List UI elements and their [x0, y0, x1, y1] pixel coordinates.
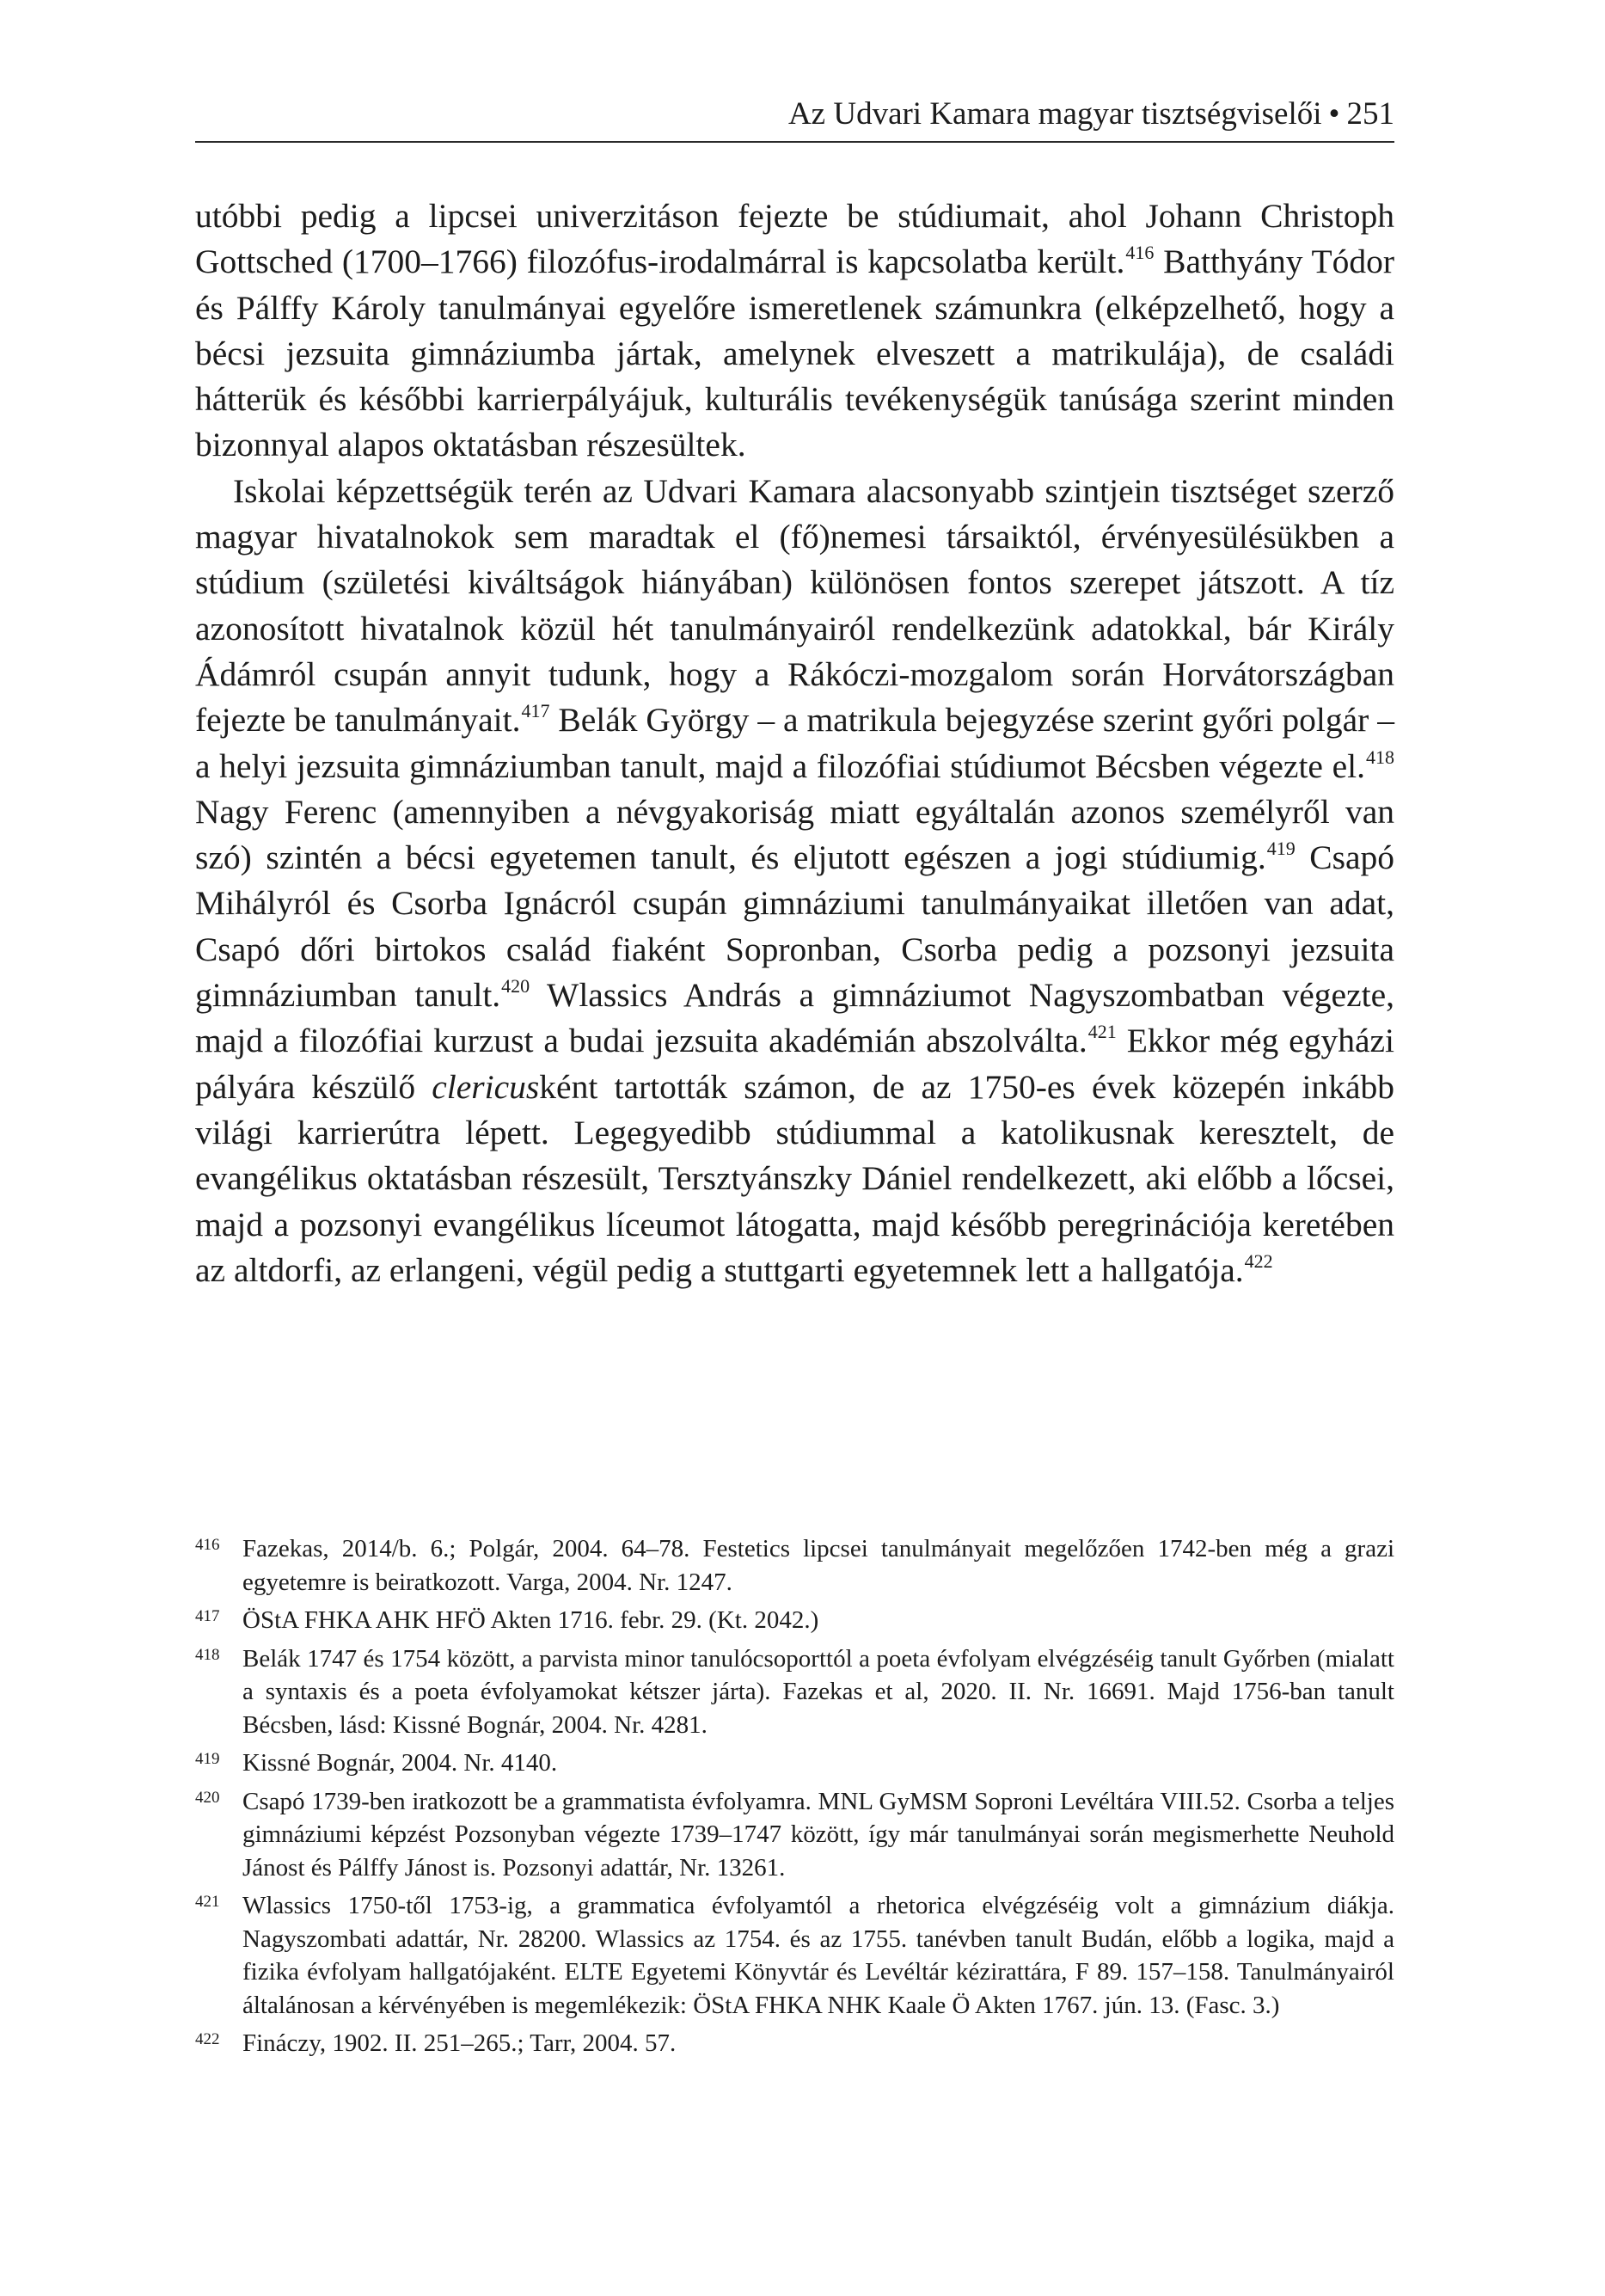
footnote [195, 1642, 1394, 1742]
text-run: utóbbi pedig a lipcsei univerzitáson fejezte be stúdiumait, ahol Johann Christoph Gottsched (1700–1766) filozófus-irodalmárral is kapcsolatba került. [195, 197, 1394, 281]
italic-term: clericus [432, 1067, 540, 1106]
footnote-number: 422 [195, 2030, 220, 2048]
text-run: ként tartották számon, de az 1750-es évek közepén inkább világi karrierútra lépett. Legegyedibb stúdiummal a katolikusnak keresztelt, de evangélikus oktatásban részesült, Tersztyánszky Dániel rendelkezett, aki előbb a lőcsei, majd a pozsonyi evangélikus líceumot látogatta, majd később peregrinációja keretében az altdorfi, az erlangeni, végül pedig a stuttgarti egyetemnek lett a hallgatója. [195, 1067, 1394, 1289]
footnote-ref-418[interactable]: 418 [1366, 746, 1394, 768]
main-text [195, 193, 1394, 1293]
footnote-number: 417 [195, 1607, 220, 1625]
text-run: Nagy Ferenc (amennyiben a névgyakoriság miatt egyáltalán azonos személyről van szó) szintén a bécsi egyetemen tanult, és eljutott egészen a jogi stúdiumig. [195, 792, 1394, 877]
text-run: Ekkor még egyházi pályára készülő [195, 1022, 1394, 1106]
footnote-ref-416[interactable]: 416 [1125, 242, 1155, 264]
footnote [195, 1889, 1394, 2022]
text-run: Iskolai képzettségük terén az Udvari Kamara alacsonyabb szintjein tisztséget szerző magyar hivatalnokok sem maradtak el (fő)nemesi társaiktól, érvényesülésükben a stúdium (születési kiváltságok hiányában) különösen fontos szerepet játszott. A tíz azonosított hivatalnok közül hét tanulmányairól rendelkezünk adatokkal, bár Király Ádámról csupán annyit tudunk, hogy a Rákóczi-mozgalom során Horvátországban fejezte be tanulmányait. [195, 471, 1394, 740]
footnote-number: 421 [195, 1893, 220, 1911]
paragraph-2 [195, 469, 1394, 1293]
footnote-text: Fazekas, 2014/b. 6.; Polgár, 2004. 64–78. Festetics lipcsei tanulmányait megelőzően 1742-ben még a grazi egyetemre is beiratkozott. Varga, 2004. Nr. 1247. [242, 1535, 1394, 1596]
footnote-number: 420 [195, 1788, 220, 1807]
text-run: Csapó Mihályról és Csorba Ignácról csupán gimnáziumi tanulmányaikat illetően van adat, Csapó dőri birtokos család fiaként Sopronban, Csorba pedig a pozsonyi jezsuita gimnáziumban tanult. [195, 838, 1394, 1015]
footnote-ref-421[interactable]: 421 [1087, 1021, 1117, 1043]
running-head [195, 86, 1394, 143]
footnote-text: Belák 1747 és 1754 között, a parvista minor tanulócsoporttól a poeta évfolyam elvégzéséig tanult Győrben (mialatt a syntaxis és a poeta évfolyamokat kétszer járta). Fazekas et al, 2020. II. Nr. 16691. Majd 1756-ban tanult Bécsben, lásd: Kissné Bognár, 2004. Nr. 4281. [242, 1644, 1394, 1739]
running-head-separator: • [1328, 96, 1340, 132]
footnote-text: Wlassics 1750-től 1753-ig, a grammatica évfolyamtól a rhetorica elvégzéséig volt a gimnázium diákja. Nagyszombati adattár, Nr. 28200. Wlassics az 1754. és az 1755. tanévben tanult Budán, előbb a logika, majd a fizika évfolyam hallgatójaként. ELTE Egyetemi Könyvtár és Levéltár kézirattára, F 89. 157–158. Tanulmányairól általánosan a kérvényében is megemlékezik: ÖStA FHKA NHK Kaale Ö Akten 1767. jún. 13. (Fasc. 3.) [242, 1892, 1394, 2019]
footnote-ref-420[interactable]: 420 [501, 975, 530, 998]
footnote-number: 418 [195, 1645, 220, 1664]
footnote [195, 1604, 1394, 1637]
text-run: Wlassics András a gimnáziumot Nagyszombatban végezte, majd a filozófiai kurzust a budai jezsuita akadémián abszolválta. [195, 976, 1394, 1060]
footnote-ref-417[interactable]: 417 [521, 700, 550, 722]
footnote-ref-422[interactable]: 422 [1244, 1249, 1273, 1272]
footnote [195, 1785, 1394, 1885]
footnote [195, 1747, 1394, 1780]
footnotes [195, 1532, 1394, 2066]
paragraph-1 [195, 193, 1394, 469]
footnote-number: 419 [195, 1750, 220, 1768]
footnote-text: Kissné Bognár, 2004. Nr. 4140. [242, 1749, 558, 1777]
footnote-text: Csapó 1739-ben iratkozott be a grammatista évfolyamra. MNL GyMSM Soproni Levéltára VIII.52. Csorba a teljes gimnáziumi képzést Pozsonyban végezte 1739–1747 között, így már tanulmányai során megismerhette Neuhold Jánost és Pálffy Jánost is. Pozsonyi adattár, Nr. 13261. [242, 1787, 1394, 1882]
page-number: 251 [1346, 96, 1394, 132]
text-run: Belák György – a matrikula bejegyzése szerint győri polgár – a helyi jezsuita gimnáziumban tanult, majd a filozófiai stúdiumot Bécsben végezte el. [195, 701, 1394, 785]
text-run: Batthyány Tódor és Pálffy Károly tanulmányai egyelőre ismeretlenek számunkra (elképzelhető, hogy a bécsi jezsuita gimnáziumba jártak, amelynek elveszett a matrikulája), de családi hátterük és későbbi karrierpályájuk, kulturális tevékenységük tanúsága szerint minden bizonnyal alapos oktatásban részesültek. [195, 242, 1394, 464]
footnote-text: ÖStA FHKA AHK HFÖ Akten 1716. febr. 29. (Kt. 2042.) [242, 1606, 819, 1634]
footnote-text: Fináczy, 1902. II. 251–265.; Tarr, 2004. 57. [242, 2029, 677, 2057]
footnote [195, 2027, 1394, 2060]
footnote-ref-419[interactable]: 419 [1266, 838, 1296, 860]
footnote [195, 1532, 1394, 1599]
footnote-number: 416 [195, 1536, 220, 1554]
running-head-title: Az Udvari Kamara magyar tisztségviselői [787, 96, 1322, 132]
